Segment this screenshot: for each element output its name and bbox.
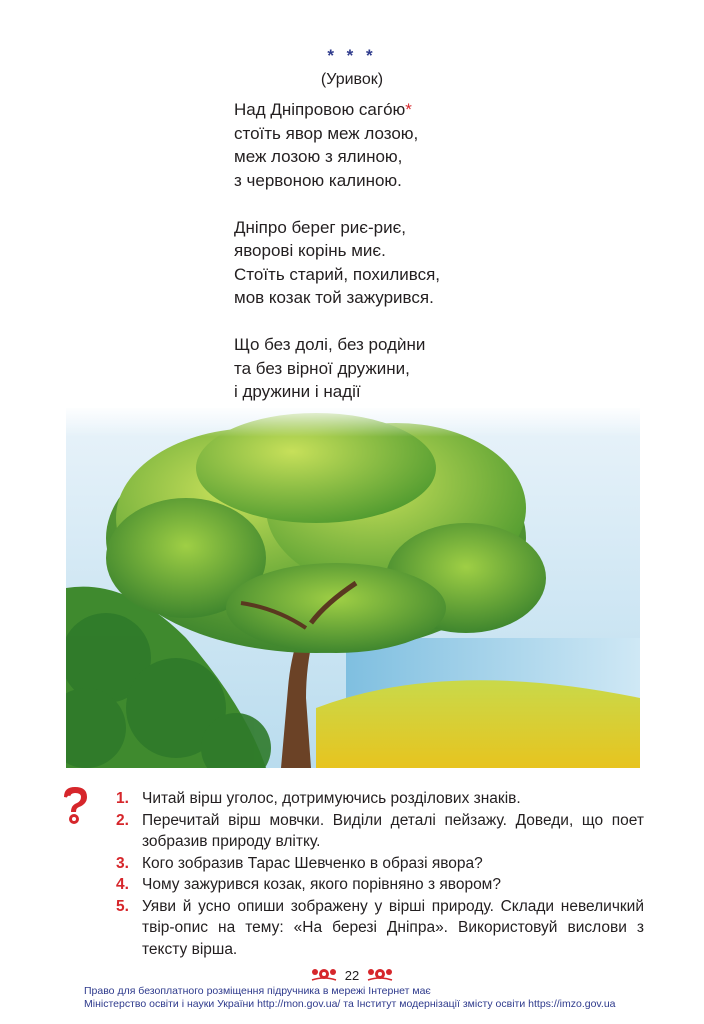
poem-line: Стоїть старий, похилився, [234,264,441,284]
poem-line: Дніпро берег риє-риє, [234,217,406,237]
question-text: Перечитай вірш мовчки. Виділи деталі пейзажу. Доведи, що поет зобразив природу влітку. [142,811,644,850]
poem [234,98,574,427]
question-mark-icon-svg [60,785,90,825]
question-text: Читай вірш уголос, дотримуючись розділових знаків. [142,790,521,807]
floral-ornament-right-svg [366,964,394,984]
poem-stanza-2 [234,216,574,310]
poem-line-text: Над Дніпровою сагóю [234,100,406,119]
question-item-3 [116,853,644,875]
footer-license [84,985,644,1011]
poem-line: меж лозою з ялиною, [234,147,403,166]
question-number: 2. [116,811,129,829]
question-number: 5. [116,897,129,915]
question-number: 4. [116,876,129,893]
questions-list [116,788,644,960]
question-text: Кого зобразив Тарас Шевченко в образі явора? [142,854,483,872]
question-number: 3. [116,854,129,872]
question-number: 1. [116,790,129,807]
question-item-1 [116,788,644,810]
question-mark-icon [60,785,90,825]
question-item-5 [116,896,644,961]
poem-line: яворові корінь миє. [234,241,386,260]
footer-line-2: Міністерство освіти і науки України http://mon.gov.ua/ та Інститут модернізації змісту освіти https://imzo.gov.ua [84,998,616,1010]
stars-heading: * * * [327,46,377,65]
question-text: Уяви й усно опиши зображену у вірші природу. Склади невеличкий твір-опис на тему: «На березі Дніпра». Використовуй вислови з тексту вірша. [142,897,644,958]
poem-stanza-1 [234,98,574,192]
footer-line-1: Право для безоплатного розміщення підручника в мережі Інтернет має [84,985,431,997]
poem-line: та без вірної дружини, [234,358,410,378]
poem-line: мов козак той зажурився. [234,288,434,307]
poem-line: Що без долі, без родѝни [234,335,426,354]
question-text: Чому зажурився козак, якого порівняно з явором? [142,876,501,893]
question-item-2 [116,810,644,853]
poem-subtitle: (Уривок) [320,71,384,88]
poem-line [234,98,574,122]
page-number: 22 [344,968,360,983]
tree-illustration [66,408,640,768]
poem-line: з червоною калиною. [234,170,402,190]
tree-illustration-svg [66,408,640,768]
footnote-asterisk[interactable]: * [405,100,412,119]
poem-line: стоїть явор меж лозою, [234,123,419,143]
question-item-4 [116,874,644,896]
poem-line: і дружини і надії [234,382,361,401]
